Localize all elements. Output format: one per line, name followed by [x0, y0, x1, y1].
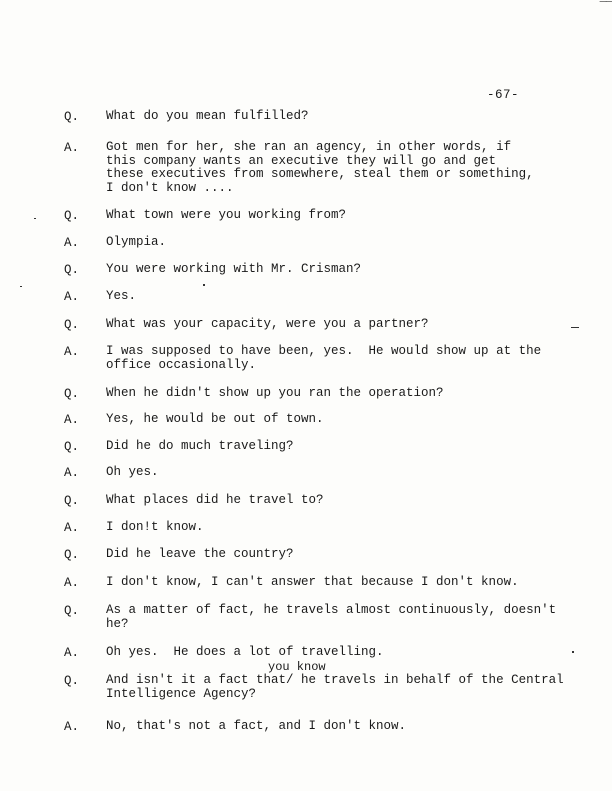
- entry-text: Yes, he would be out of town.: [106, 412, 324, 426]
- speaker-label: Q.: [64, 110, 80, 124]
- entry-text: What was your capacity, were you a partner?: [106, 317, 429, 331]
- speaker-label: A.: [64, 720, 80, 734]
- entry-text: Did he do much traveling?: [106, 439, 294, 453]
- entry-text: What town were you working from?: [106, 208, 347, 222]
- speaker-label: A.: [64, 236, 80, 250]
- entry-text: And isn't it a fact that/ he travels in behalf of the Central Intelligence Agency?: [106, 673, 564, 701]
- speaker-label: Q.: [64, 209, 80, 223]
- entry-text: I was supposed to have been, yes. He would show up at the office occasionally.: [106, 344, 542, 372]
- scan-speck: [34, 218, 36, 219]
- speaker-label: A.: [64, 413, 80, 427]
- scan-speck: [20, 286, 22, 287]
- speaker-label: Q.: [64, 604, 80, 618]
- speaker-label: A.: [64, 466, 80, 480]
- scan-speck: [571, 327, 579, 328]
- entry-text: Oh yes.: [106, 465, 159, 479]
- speaker-label: Q.: [64, 440, 80, 454]
- scan-speck: [572, 651, 574, 653]
- speaker-label: Q.: [64, 674, 80, 688]
- speaker-label: A.: [64, 290, 80, 304]
- entry-text: Got men for her, she ran an agency, in other words, if this company wants an executive they will go and get these executives from somewhere, steal them or something, I don't know ....: [106, 140, 534, 195]
- speaker-label: Q.: [64, 387, 80, 401]
- speaker-label: Q.: [64, 318, 80, 332]
- page-number: -67-: [487, 88, 520, 102]
- entry-text: Yes.: [106, 289, 137, 303]
- speaker-label: Q.: [64, 263, 80, 277]
- speaker-label: Q.: [64, 494, 80, 508]
- speaker-label: A.: [64, 576, 80, 590]
- speaker-label: A.: [64, 141, 80, 155]
- entry-text: I don!t know.: [106, 520, 204, 534]
- entry-text: Did he leave the country?: [106, 547, 294, 561]
- entry-text: No, that's not a fact, and I don't know.: [106, 719, 407, 733]
- speaker-label: Q.: [64, 548, 80, 562]
- speaker-label: A.: [64, 345, 80, 359]
- entry-text: As a matter of fact, he travels almost continuously, doesn't he?: [106, 603, 557, 631]
- entry-text: When he didn't show up you ran the operation?: [106, 386, 444, 400]
- scan-speck: [203, 284, 205, 286]
- entry-text: I don't know, I can't answer that because I don't know.: [106, 575, 519, 589]
- speaker-label: A.: [64, 521, 80, 535]
- interlinear-note: you know: [268, 660, 326, 674]
- entry-text: What places did he travel to?: [106, 493, 324, 507]
- entry-text: You were working with Mr. Crisman?: [106, 262, 362, 276]
- entry-text: Oh yes. He does a lot of travelling.: [106, 645, 384, 659]
- corner-scan-mark: ‾‾: [599, 0, 612, 14]
- speaker-label: A.: [64, 646, 80, 660]
- entry-text: What do you mean fulfilled?: [106, 109, 309, 123]
- entry-text: Olympia.: [106, 235, 167, 249]
